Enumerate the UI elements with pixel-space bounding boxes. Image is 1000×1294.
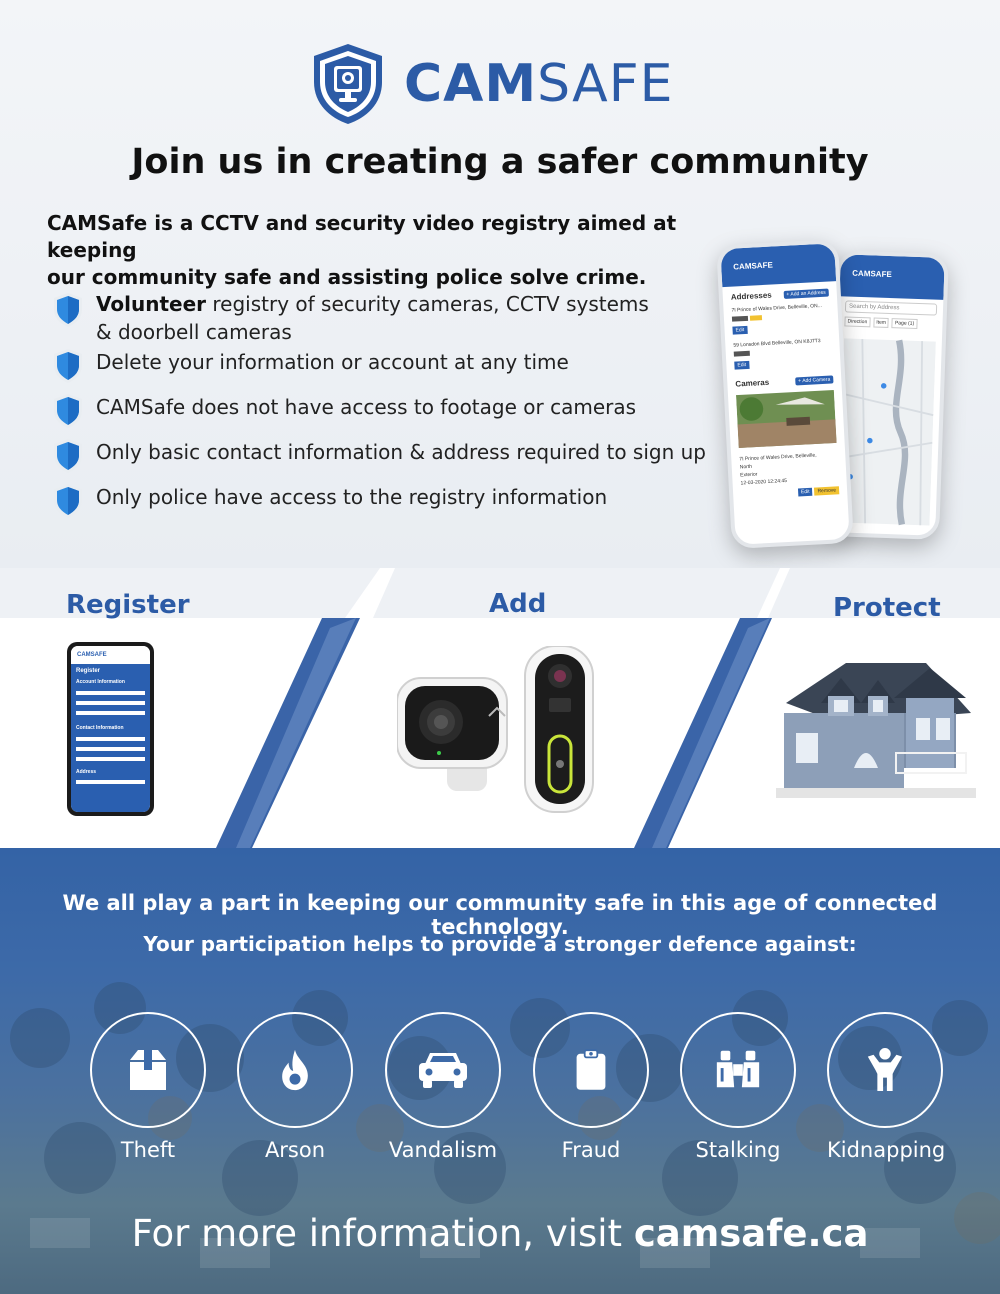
- map-filter-direction[interactable]: Direction: [844, 316, 870, 327]
- bullet-no-access-text: CAMSafe does not have access to footage or cameras: [96, 395, 637, 419]
- child-icon: [864, 1046, 906, 1094]
- camera-preview-image: [736, 388, 837, 449]
- register-field[interactable]: [76, 701, 145, 705]
- register-field[interactable]: [76, 780, 145, 784]
- step-register-title: Register: [66, 590, 190, 620]
- register-field[interactable]: [76, 691, 145, 695]
- phone-addresses-mockup: [716, 239, 854, 549]
- steps-section: [0, 568, 1000, 848]
- edit-address-2-button[interactable]: Edit: [734, 361, 749, 370]
- map-filter-item[interactable]: Item: [873, 317, 889, 328]
- remove-camera-button[interactable]: Remove: [814, 486, 839, 495]
- footer-text: For more information, visit: [131, 1212, 634, 1255]
- camera-direction: North: [739, 463, 753, 471]
- bullet-volunteer-bold: Volunteer: [96, 292, 207, 316]
- bullet-no-access: [52, 393, 636, 429]
- phone-addresses-app-name: CAMSAFE: [733, 260, 774, 272]
- register-field[interactable]: [76, 747, 145, 751]
- binoculars-icon: [713, 1048, 763, 1092]
- house-image: [766, 658, 976, 808]
- crime-arson-label: Arson: [264, 1138, 326, 1162]
- cameras-title: Cameras: [735, 377, 770, 389]
- camsafe-logo: [310, 42, 673, 126]
- camsafe-website-link[interactable]: camsafe.ca: [633, 1212, 869, 1255]
- map-filter-page[interactable]: Page (1): [892, 318, 918, 329]
- shield-bullet-icon: [52, 292, 84, 328]
- tagline-line-1: We all play a part in keeping our community safe in this age of connected technology.: [62, 891, 938, 939]
- shield-bullet-icon: [52, 438, 84, 474]
- register-field[interactable]: [76, 711, 145, 715]
- shield-bullet-icon: [52, 348, 84, 384]
- address-1: 7I Prince of Wales Drive, Belleville, ON...: [731, 302, 823, 314]
- address-2: 59 Lonsdon Blvd Belleville, ON K8J7T3: [733, 338, 821, 349]
- step-add-title: Add: [489, 589, 547, 619]
- bullet-police-only-text: Only police have access to the registry information: [96, 485, 608, 509]
- register-section-account: Account Information: [76, 679, 125, 685]
- brand-wordmark: CAMSAFE: [404, 54, 674, 114]
- headline: Join us in creating a safer community: [131, 142, 869, 182]
- add-camera-button[interactable]: + Add Camera: [795, 375, 833, 385]
- intro-line-1: CAMSafe is a CCTV and security video registry aimed at keeping: [47, 211, 677, 262]
- tagline-line-2: Your participation helps to provide a stronger defence against:: [143, 932, 857, 956]
- bullet-volunteer: [52, 292, 649, 346]
- register-section-contact: Contact Information: [76, 725, 124, 731]
- intro-line-2: our community safe and assisting police solve crime.: [47, 265, 647, 289]
- shield-bullet-icon: [52, 393, 84, 429]
- shield-camera-logo-icon: [310, 42, 386, 126]
- add-address-button[interactable]: + Add an Address: [783, 288, 829, 298]
- register-field[interactable]: [76, 757, 145, 761]
- car-icon: [415, 1048, 471, 1092]
- bullet-volunteer-text: registry of security cameras, CCTV systems: [206, 292, 649, 316]
- register-form-title: Register: [76, 668, 101, 674]
- register-field[interactable]: [76, 737, 145, 741]
- camera-type: Exterior: [740, 471, 758, 479]
- crime-stalking-label: Stalking: [695, 1138, 781, 1162]
- crime-kidnapping-label: Kidnapping: [827, 1138, 946, 1162]
- crime-stalking: [680, 1012, 796, 1162]
- top-section: [0, 0, 1000, 568]
- bullet-basic-info: [52, 438, 706, 474]
- edit-address-1-button[interactable]: Edit: [732, 326, 747, 335]
- camera-date: 12-03-2020 12:24:45: [740, 478, 788, 487]
- clipboard-icon: [573, 1047, 609, 1093]
- camera-address: 7I Prince of Wales Drive, Belleville,: [739, 452, 817, 463]
- bullet-volunteer-text-2: & doorbell cameras: [96, 320, 292, 344]
- security-cameras-image: [397, 646, 597, 816]
- register-phone-mockup: [67, 642, 154, 816]
- footer-cta: [0, 1212, 1000, 1255]
- intro-text: [47, 210, 747, 291]
- bullet-delete-text: Delete your information or account at any time: [96, 350, 569, 374]
- crime-arson: [237, 1012, 353, 1162]
- crime-vandalism: [385, 1012, 501, 1162]
- bullet-delete: [52, 348, 569, 384]
- crime-vandalism-label: Vandalism: [388, 1138, 498, 1162]
- register-app-name: CAMSAFE: [71, 646, 150, 664]
- crime-kidnapping: [827, 1012, 946, 1162]
- register-section-address: Address: [76, 769, 97, 775]
- box-icon: [124, 1046, 172, 1094]
- shield-bullet-icon: [52, 483, 84, 519]
- bullet-basic-info-text: Only basic contact information & address required to sign up: [96, 440, 706, 464]
- edit-camera-button[interactable]: Edit: [798, 488, 813, 497]
- step-protect-title: Protect: [833, 593, 941, 623]
- crime-theft-label: Theft: [120, 1138, 176, 1162]
- crime-fraud: [533, 1012, 649, 1162]
- flame-icon: [273, 1046, 317, 1094]
- crime-fraud-label: Fraud: [561, 1138, 621, 1162]
- map-view: [837, 330, 936, 533]
- bullet-police-only: [52, 483, 607, 519]
- addresses-title: Addresses: [730, 290, 772, 302]
- map-search-input[interactable]: Search by Address: [845, 300, 937, 315]
- crime-theft: [90, 1012, 206, 1162]
- phone-map-app-name: CAMSAFE: [852, 268, 892, 280]
